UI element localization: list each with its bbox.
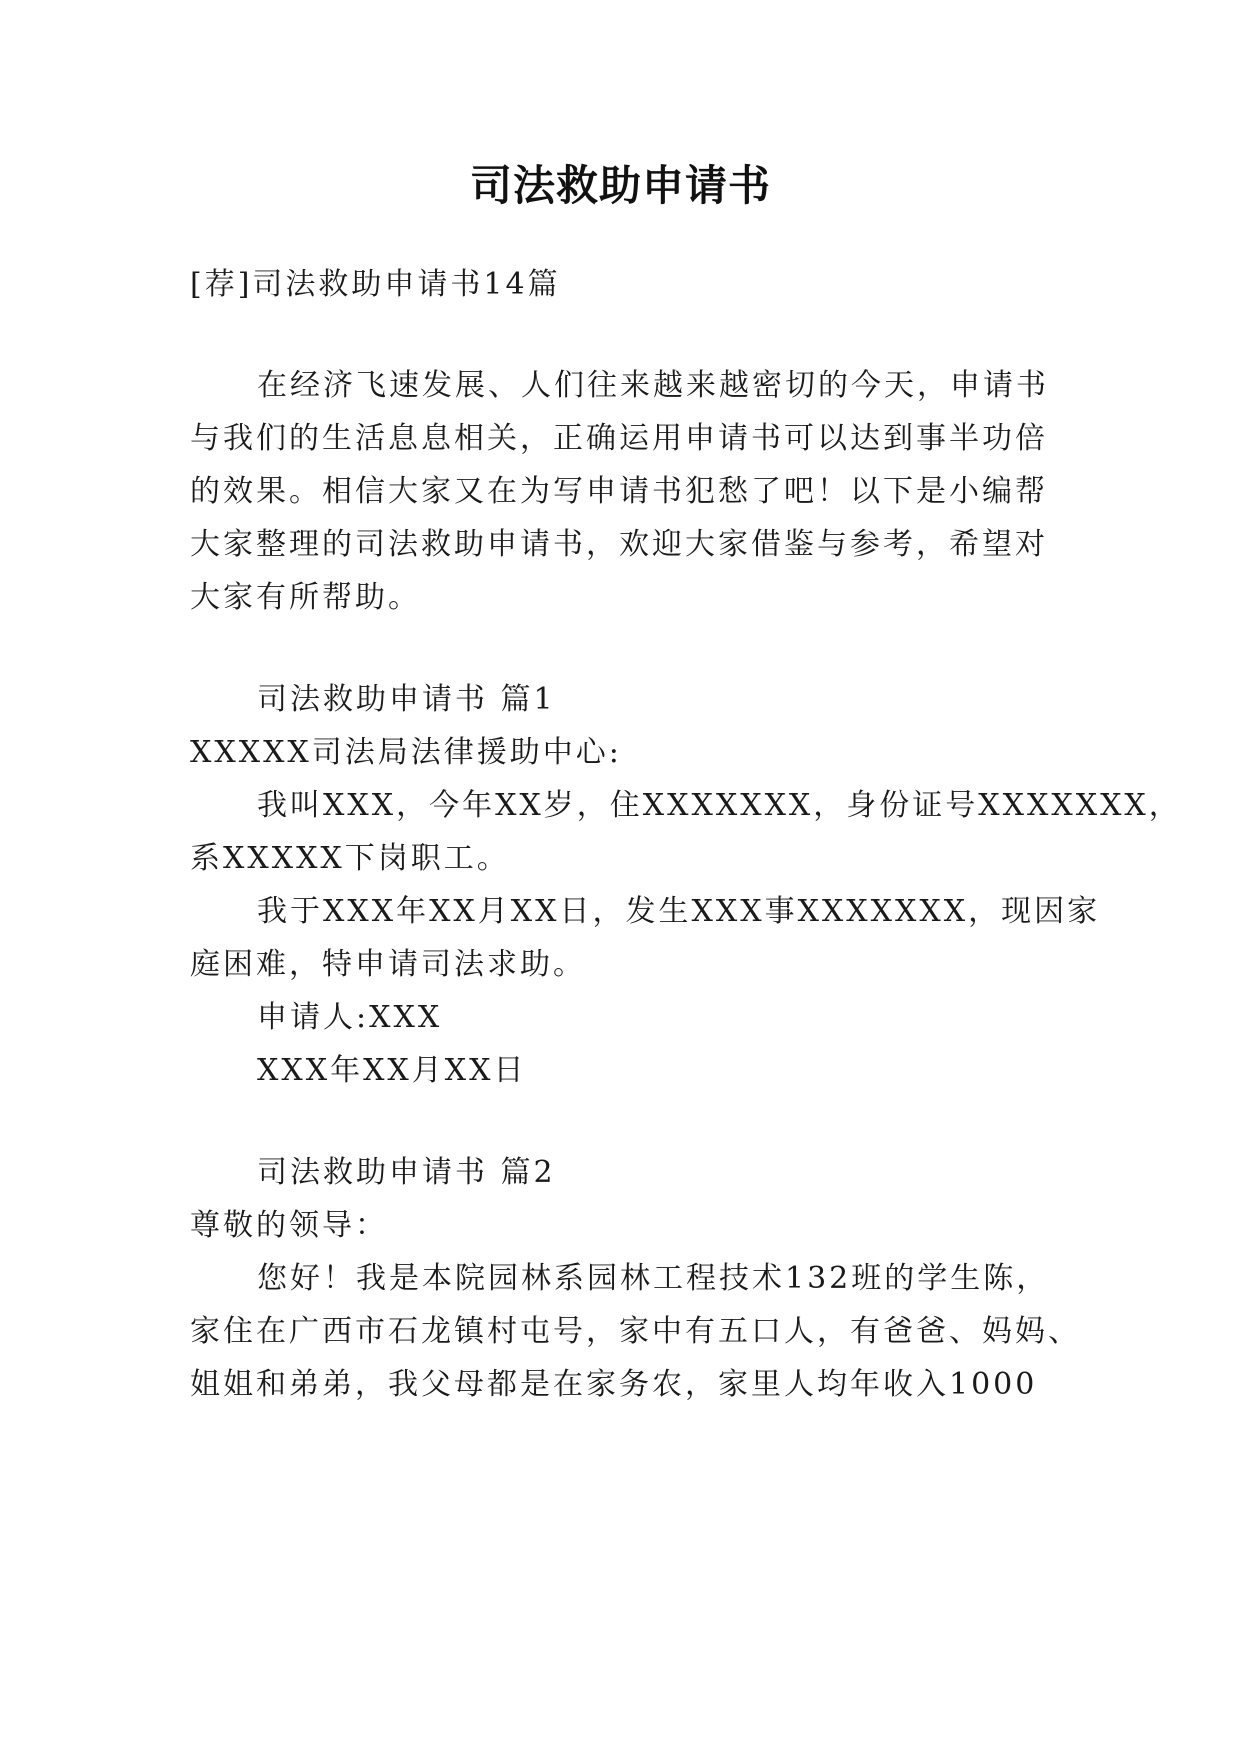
document-title: 司法救助申请书 bbox=[469, 161, 771, 210]
section1-applicant: 申请人:XXX bbox=[257, 1000, 443, 1035]
section1-recipient: XXXXX司法局法律援助中心: bbox=[190, 735, 622, 770]
intro-line-2: 与我们的生活息息相关，正确运用申请书可以达到事半功倍 bbox=[190, 421, 1048, 456]
document-subtitle: [荐]司法救助申请书14篇 bbox=[190, 267, 561, 302]
section2-salutation: 尊敬的领导： bbox=[190, 1208, 388, 1243]
section1-date: XXX年XX月XX日 bbox=[257, 1053, 527, 1088]
section1-body-line-4: 庭困难，特申请司法求助。 bbox=[190, 947, 586, 982]
intro-line-4: 大家整理的司法救助申请书，欢迎大家借鉴与参考，希望对 bbox=[190, 527, 1048, 562]
section2-body-line-1: 您好！我是本院园林系园林工程技术132班的学生陈， bbox=[257, 1261, 1050, 1296]
section1-heading: 司法救助申请书 篇1 bbox=[257, 682, 556, 717]
intro-line-1: 在经济飞速发展、人们往来越来越密切的今天，申请书 bbox=[257, 368, 1049, 403]
section1-body-line-3: 我于XXX年XX月XX日，发生XXX事XXXXXXX，现因家 bbox=[257, 894, 1101, 929]
section2-heading: 司法救助申请书 篇2 bbox=[257, 1155, 556, 1190]
section2-body-line-2: 家住在广西市石龙镇村屯号，家中有五口人，有爸爸、妈妈、 bbox=[190, 1314, 1081, 1349]
intro-line-3: 的效果。相信大家又在为写申请书犯愁了吧！以下是小编帮 bbox=[190, 474, 1048, 509]
intro-line-5: 大家有所帮助。 bbox=[190, 580, 421, 615]
section1-body-line-1: 我叫XXX，今年XX岁，住XXXXXXX，身份证号XXXXXXX， bbox=[257, 788, 1182, 823]
section1-body-line-2: 系XXXXX下岗职工。 bbox=[190, 841, 510, 876]
section2-body-line-3: 姐姐和弟弟，我父母都是在家务农，家里人均年收入1000 bbox=[190, 1367, 1038, 1402]
